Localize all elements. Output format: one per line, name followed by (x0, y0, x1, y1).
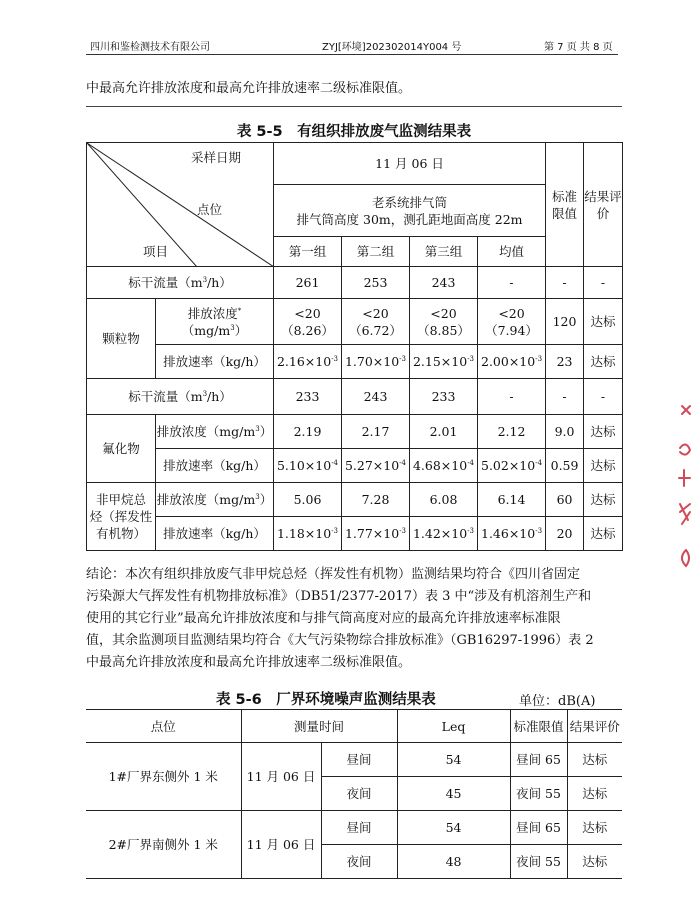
flow-label: 标干流量$(m^3/h)$ (87, 379, 274, 415)
conc-value: 2.12 (478, 415, 546, 449)
flow-value: - (478, 267, 546, 299)
table-row (87, 483, 623, 517)
eval-value: 达标 (567, 811, 622, 845)
rate-value: $2.16\times 10^{-3}$ (274, 345, 342, 379)
pollutant-fluoride: 氟化物 (87, 415, 156, 483)
flow-value: 233 (274, 379, 342, 415)
std-value: 120 (546, 299, 584, 345)
table-row (87, 449, 623, 483)
rate-value: $5.02\times 10^{-4}$ (478, 449, 546, 483)
conc-value: 2.01 (410, 415, 478, 449)
rate-value: $1.77\times 10^{-3}$ (342, 517, 410, 551)
eval-value: 达标 (567, 743, 622, 777)
period: 夜间 (321, 845, 397, 879)
table-row (87, 267, 623, 299)
point-2: 2#厂界南侧外 1 米 (86, 811, 241, 879)
header-time: 测量时间 (241, 710, 397, 743)
table-row (86, 743, 622, 777)
rate-value: $5.10\times 10^{-4}$ (274, 449, 342, 483)
page-number: 第 7 页 共 8 页 (544, 42, 613, 53)
header-eval: 结果评价 (567, 710, 622, 743)
table-5-6-unit: 单位：dB(A) (519, 694, 596, 709)
rate-label: 排放速率（kg/h） (156, 345, 274, 379)
rate-value: $1.18\times 10^{-3}$ (274, 517, 342, 551)
rate-label: 排放速率（kg/h） (156, 517, 274, 551)
header-point: 点位 (86, 710, 241, 743)
rate-value: $1.42\times 10^{-3}$ (410, 517, 478, 551)
rate-value: $2.15\times 10^{-3}$ (410, 345, 478, 379)
eval-value: 达标 (584, 449, 623, 483)
table-5-5 (86, 142, 623, 551)
table-5-6-title: 表 5-6 厂界环境噪声监测结果表 (216, 692, 436, 708)
std-value: 60 (546, 483, 584, 517)
eval-value: 达标 (584, 483, 623, 517)
source-name: 老系统排气筒 (372, 194, 448, 210)
conc-value: 6.08 (410, 483, 478, 517)
table-row (86, 811, 622, 845)
std-value: 0.59 (546, 449, 584, 483)
std-value: 夜间 55 (510, 777, 567, 811)
flow-value: 233 (410, 379, 478, 415)
diagonal-header-cell (87, 143, 274, 267)
table-5-5-title: 表 5-5 有组织排放废气监测结果表 (236, 124, 472, 140)
header-evaluation: 结果评价 (584, 143, 623, 267)
rate-value: $4.68\times 10^{-4}$ (410, 449, 478, 483)
flow-value: - (546, 379, 584, 415)
diagonal-lines (87, 143, 274, 267)
std-value: 昼间 65 (510, 811, 567, 845)
leq-value: 54 (397, 811, 510, 845)
source-height: 排气筒高度 30m，测孔距地面高度 22m (296, 211, 523, 227)
period: 夜间 (321, 777, 397, 811)
header-standard: 标准限值 (546, 143, 584, 267)
std-value: 23 (546, 345, 584, 379)
leq-value: 45 (397, 777, 510, 811)
table-row (87, 517, 623, 551)
header-item: 项目 (143, 244, 169, 259)
header-point: 点位 (197, 202, 223, 217)
std-value: 9.0 (546, 415, 584, 449)
leq-value: 54 (397, 743, 510, 777)
period: 昼间 (321, 811, 397, 845)
eval-value: 达标 (567, 777, 622, 811)
mean-header: 均值 (478, 237, 546, 267)
eval-value: 达标 (584, 345, 623, 379)
conc-value: <20 （6.72） (342, 299, 410, 345)
header-std: 标准限值 (510, 710, 567, 743)
conc-value: <20 （8.85） (410, 299, 478, 345)
group-2-header: 第二组 (342, 237, 410, 267)
page-header (86, 34, 618, 55)
conc-label: 排放浓度$(mg/m^3)$ (156, 415, 274, 449)
group-1-header: 第一组 (274, 237, 342, 267)
date: 11 月 06 日 (241, 743, 321, 811)
conc-label: 排放浓度$(mg/m^3)$ (156, 483, 274, 517)
date: 11 月 06 日 (241, 811, 321, 879)
flow-value: 253 (342, 267, 410, 299)
flow-label: 标干流量$(m^3/h)$ (87, 267, 274, 299)
table-row (87, 299, 623, 345)
report-number: ZYJ[环境]202302014Y004 号 (322, 42, 462, 53)
intro-line: 中最高允许排放浓度和最高允许排放速率二级标准限值。 (86, 81, 412, 96)
flow-value: 243 (410, 267, 478, 299)
flow-value: - (546, 267, 584, 299)
conc-value: 5.06 (274, 483, 342, 517)
conc-label: 排放浓度$^*(mg/m^3)$ (156, 299, 274, 345)
rate-value: $5.27\times 10^{-4}$ (342, 449, 410, 483)
table-row (87, 345, 623, 379)
table-row (87, 379, 623, 415)
period: 昼间 (321, 743, 397, 777)
group-3-header: 第三组 (410, 237, 478, 267)
conc-value: <20 （7.94） (478, 299, 546, 345)
leq-value: 48 (397, 845, 510, 879)
conclusion: 结论：本次有组织排放废气非甲烷总烃（挥发性有机物）监测结果均符合《四川省固定 污染源大气挥发性有机物排放标准》（DB51/2377-2017）表 3 中“涉及有机溶剂生产和 使用的其它行业”最高允许排放浓度和与排气筒高度对应的最高允许排放速率标准限 值，其余监测项目监测结果均符合《大气污染物综合排放标准》（GB16297-1996）表 2 中最高允许排放浓度和最高允许排放速率二级标准限值。 (86, 567, 594, 670)
table-row (87, 415, 623, 449)
eval-value: 达标 (584, 517, 623, 551)
flow-value: - (584, 267, 623, 299)
eval-value: 达标 (567, 845, 622, 879)
conc-value: 6.14 (478, 483, 546, 517)
rate-value: $1.70\times 10^{-3}$ (342, 345, 410, 379)
flow-value: 261 (274, 267, 342, 299)
source-cell (274, 185, 546, 237)
point-1: 1#厂界东侧外 1 米 (86, 743, 241, 811)
rate-label: 排放速率（kg/h） (156, 449, 274, 483)
flow-value: - (478, 379, 546, 415)
eval-value: 达标 (584, 415, 623, 449)
conc-value: 7.28 (342, 483, 410, 517)
rate-value: $1.46\times 10^{-3}$ (478, 517, 546, 551)
conc-value: 2.19 (274, 415, 342, 449)
conc-value: 2.17 (342, 415, 410, 449)
std-value: 20 (546, 517, 584, 551)
flow-value: 243 (342, 379, 410, 415)
company-name: 四川和鉴检测技术有限公司 (90, 42, 210, 53)
divider (86, 106, 622, 107)
std-value: 夜间 55 (510, 845, 567, 879)
conc-value: <20 （8.26） (274, 299, 342, 345)
header-sampling-date: 采样日期 (191, 150, 242, 165)
sampling-date: 11 月 06 日 (274, 143, 546, 185)
rate-value: $2.00\times 10^{-3}$ (478, 345, 546, 379)
pollutant-particulate: 颗粒物 (87, 299, 156, 379)
std-value: 昼间 65 (510, 743, 567, 777)
seal-stamp-fragment (676, 400, 694, 580)
pollutant-nmhc: 非甲烷总 烃（挥发性 有机物） (87, 483, 156, 551)
header-leq: Leq (397, 710, 510, 743)
flow-value: - (584, 379, 623, 415)
eval-value: 达标 (584, 299, 623, 345)
table-5-6 (86, 709, 622, 879)
